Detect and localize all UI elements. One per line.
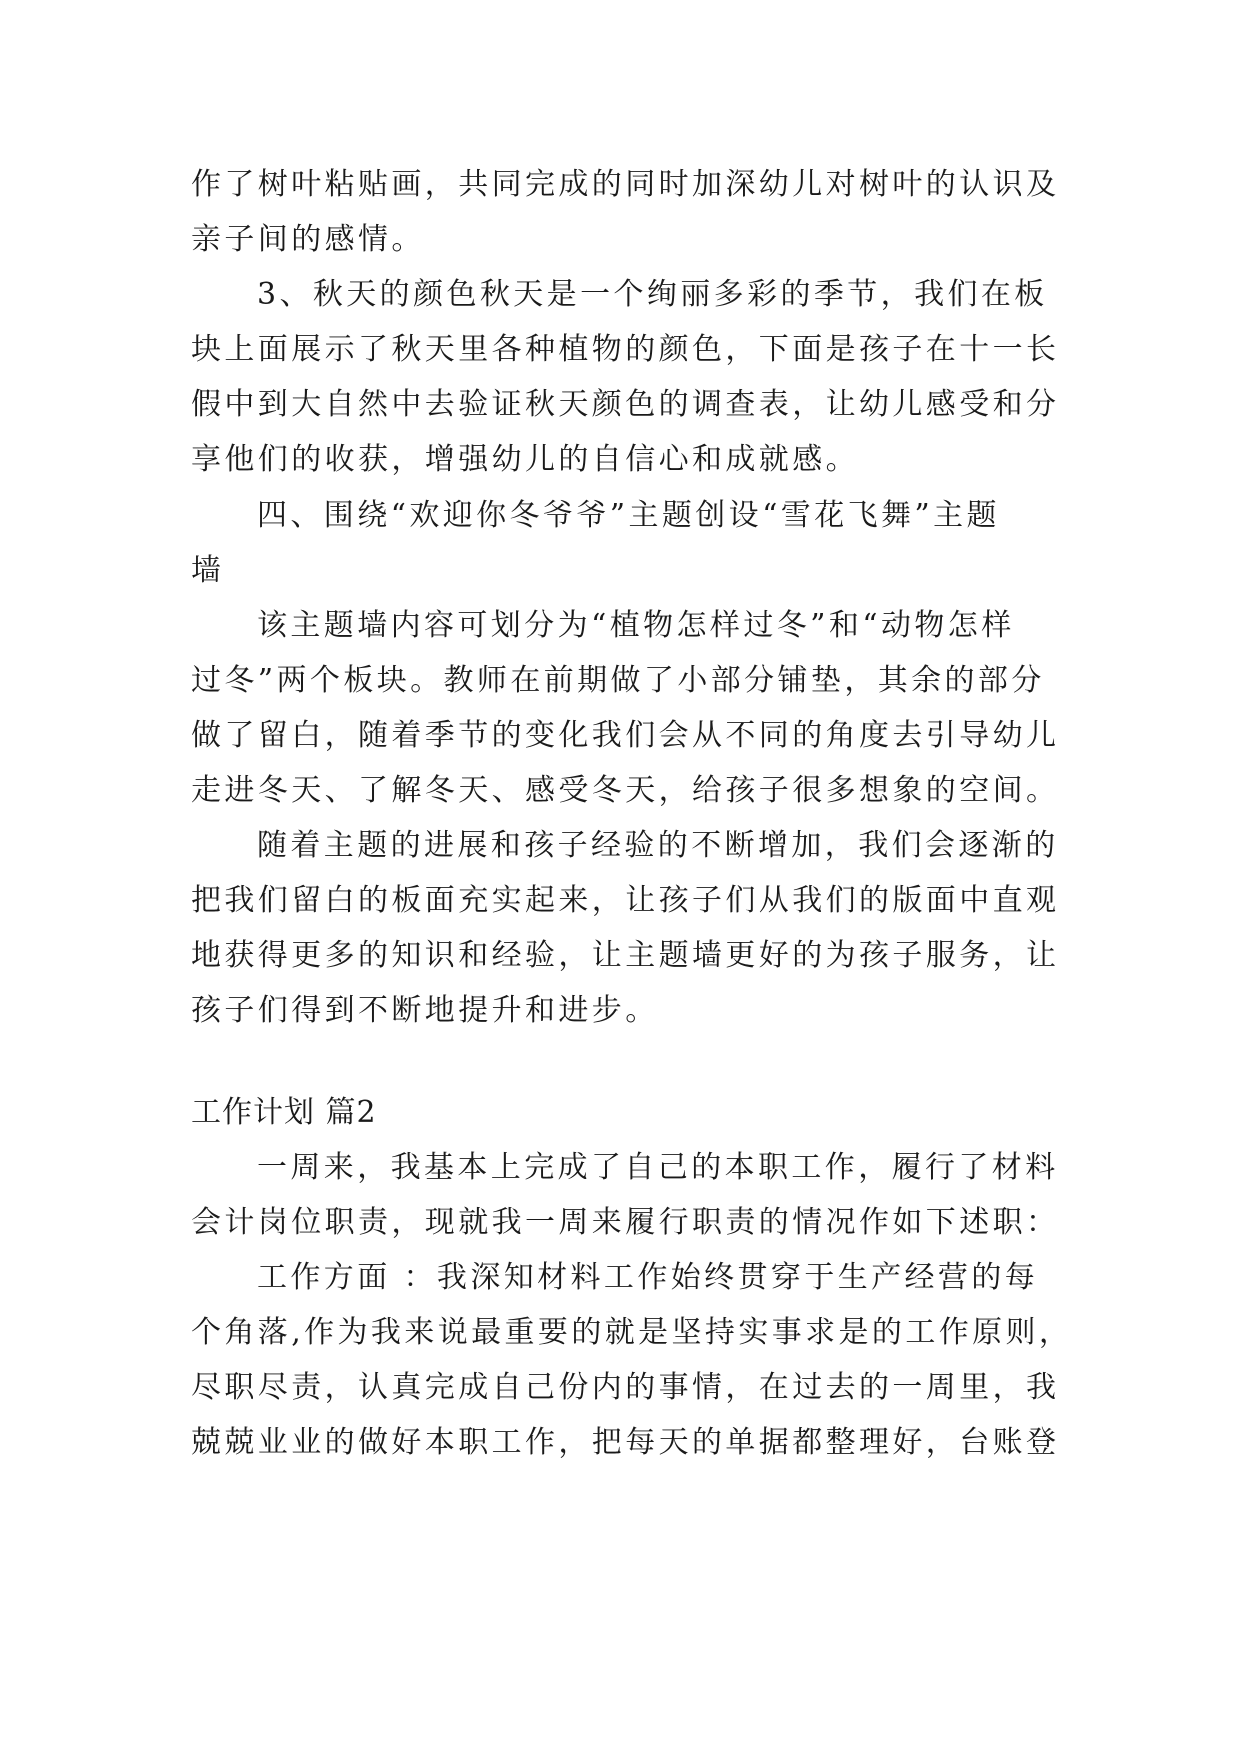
paragraph-line: 过冬”两个板块。教师在前期做了小部分铺垫，其余的部分	[191, 663, 1045, 698]
paragraph-line: 随着主题的进展和孩子经验的不断增加，我们会逐渐的	[257, 828, 1059, 863]
section-title: 工作计划 篇2	[191, 1095, 377, 1130]
paragraph-line: 尽职尽责，认真完成自己份内的事情，在过去的一周里，我	[191, 1370, 1060, 1405]
paragraph-line: 3、秋天的颜色秋天是一个绚丽多彩的季节，我们在板	[257, 277, 1048, 312]
paragraph-line: 工作方面 ：我深知材料工作始终贯穿于生产经营的每	[257, 1260, 1039, 1295]
paragraph-line: 块上面展示了秋天里各种植物的颜色，下面是孩子在十一长	[191, 332, 1060, 367]
section-heading-line: 墙	[191, 553, 225, 588]
paragraph-line: 地获得更多的知识和经验，让主题墙更好的为孩子服务，让	[191, 938, 1060, 973]
paragraph-line: 享他们的收获，增强幼儿的自信心和成就感。	[191, 442, 859, 477]
paragraph-line: 亲子间的感情。	[191, 222, 425, 257]
paragraph-line: 兢兢业业的做好本职工作，把每天的单据都整理好，台账登	[191, 1425, 1060, 1460]
paragraph-line: 孩子们得到不断地提升和进步。	[191, 993, 659, 1028]
paragraph-line: 做了留白，随着季节的变化我们会从不同的角度去引导幼儿	[191, 718, 1060, 753]
paragraph-line: 走进冬天、了解冬天、感受冬天，给孩子很多想象的空间。	[191, 773, 1060, 808]
paragraph-line: 个角落,作为我来说最重要的就是坚持实事求是的工作原则，	[191, 1315, 1073, 1350]
paragraph-line: 作了树叶粘贴画，共同完成的同时加深幼儿对树叶的认识及	[191, 167, 1060, 202]
paragraph-line: 一周来，我基本上完成了自己的本职工作，履行了材料	[257, 1150, 1059, 1185]
paragraph-line: 会计岗位职责，现就我一周来履行职责的情况作如下述职：	[191, 1205, 1060, 1240]
paragraph-line: 把我们留白的板面充实起来，让孩子们从我们的版面中直观	[191, 883, 1060, 918]
section-heading-line: 四、围绕“欢迎你冬爷爷”主题创设“雪花飞舞”主题	[257, 498, 1000, 533]
paragraph-line: 假中到大自然中去验证秋天颜色的调查表，让幼儿感受和分	[191, 387, 1060, 422]
paragraph-line: 该主题墙内容可划分为“植物怎样过冬”和“动物怎样	[257, 608, 1015, 643]
